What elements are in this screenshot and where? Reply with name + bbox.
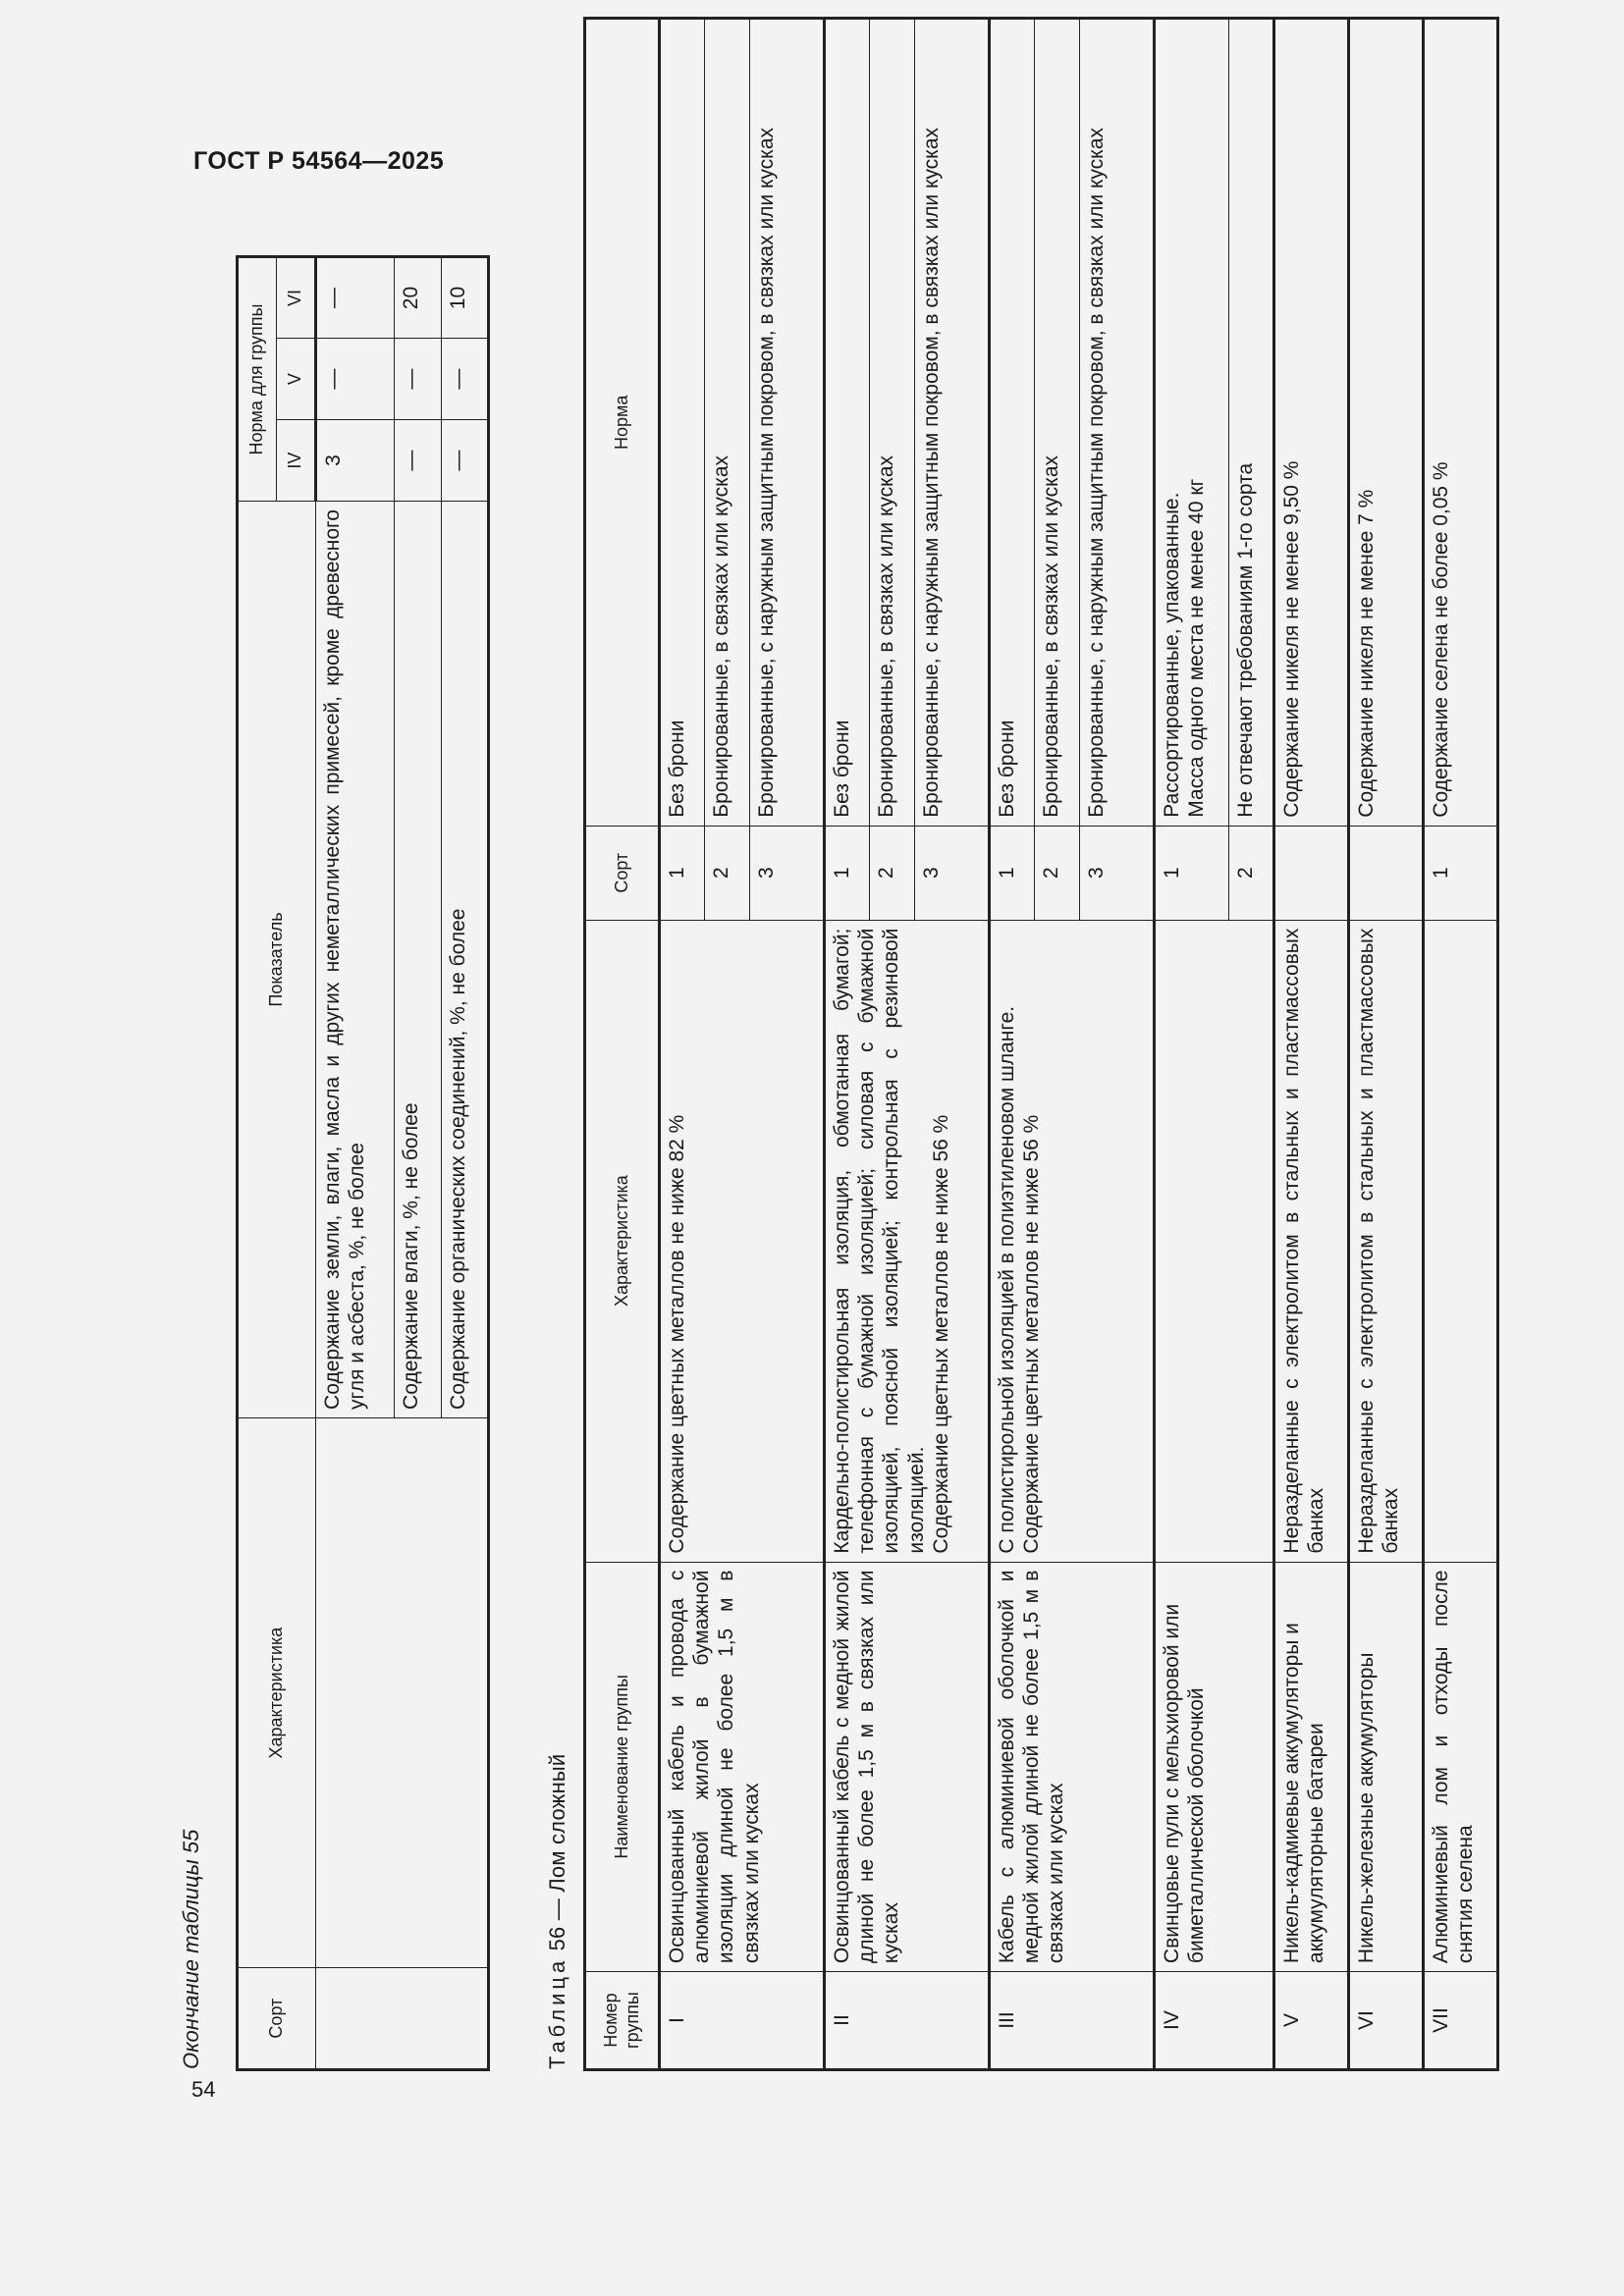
group-III-norm-3: Бронированные, с наружным защитным покровом, в связках или кусках <box>1080 19 1155 827</box>
rotated-content <box>177 0 1478 2071</box>
group-VI-norm: Содержание никеля не менее 7 % <box>1349 19 1424 827</box>
t55-characteristic-cell <box>316 1417 489 1967</box>
t55-row1-vi: — <box>316 257 395 339</box>
group-III-norm-1: Без брони <box>990 19 1035 827</box>
table56-caption-title: 56 — Лом сложный <box>545 1753 569 1951</box>
th-norm-group: Норма для группы <box>238 257 277 502</box>
group-V-norm: Содержание никеля не менее 9,50 % <box>1274 19 1349 827</box>
t55-row1-indicator: Содержание земли, влаги, масла и других неметаллических примесей, кроме древесного угля и асбеста, %, не более <box>316 502 395 1418</box>
group-VI-name: Никель-железные аккумуляторы <box>1349 1562 1424 1972</box>
t55-row2-vi: 20 <box>395 257 442 339</box>
group-V-characteristic: Неразделанные с электролитом в стальных и пластмассовых банках <box>1274 920 1349 1562</box>
group-I-sort-2: 2 <box>705 826 750 920</box>
group-III-characteristic <box>990 920 1155 1562</box>
group-III-sort-3: 3 <box>1080 826 1155 920</box>
th-sort: Сорт <box>238 1968 316 2070</box>
group-VII-sort: 1 <box>1424 826 1498 920</box>
group-II-number: II <box>825 1972 990 2070</box>
group-III-characteristic-text: С полистирольной изоляцией в полиэтиленовом шланге. <box>996 1005 1018 1554</box>
group-II-characteristic-text: Кардельно-полистирольная изоляция, обмотанная бумагой; телефонная с бумажной изоляцией; силовая с бумажной изоляцией, поясной изоляцией; контрольная с резиновой изоляцией. <box>831 928 928 1554</box>
group-V-sort <box>1274 826 1349 920</box>
t55-row3-indicator: Содержание органических соединений, %, не более <box>442 502 489 1418</box>
t55-row2-indicator: Содержание влаги, %, не более <box>395 502 442 1418</box>
group-III-norm-2: Бронированные, в связках или кусках <box>1035 19 1080 827</box>
group-I-norm-2: Бронированные, в связках или кусках <box>705 19 750 827</box>
group-II-characteristic <box>825 920 990 1562</box>
group-VII-characteristic <box>1424 920 1498 1562</box>
table55-caption: Окончание таблицы 55 <box>179 1829 203 2069</box>
group-VII-name: Алюминиевый лом и отходы после снятия селена <box>1424 1562 1498 1972</box>
group-VI-characteristic: Неразделанные с электролитом в стальных и пластмассовых банках <box>1349 920 1424 1562</box>
group-III-sort-1: 1 <box>990 826 1035 920</box>
group-I-norm-1: Без брони <box>660 19 705 827</box>
group-VI-sort <box>1349 826 1424 920</box>
group-IV-norm-1 <box>1155 19 1229 827</box>
document-header: ГОСТ Р 54564—2025 <box>193 147 445 175</box>
t55-sort-cell <box>316 1968 489 2070</box>
group-IV-norm-1-line2: Масса одного места не менее 40 кг <box>1185 478 1209 818</box>
th-characteristic: Характеристика <box>238 1417 316 1967</box>
t55-row1-v: — <box>316 339 395 420</box>
th-group-number: Номер группы <box>585 1972 660 2070</box>
group-II-sort-1: 1 <box>825 826 870 920</box>
t55-row2-iv: — <box>395 420 442 502</box>
group-IV-characteristic <box>1155 920 1274 1562</box>
group-III-number: III <box>990 1972 1155 2070</box>
t55-row3-v: — <box>442 339 489 420</box>
group-I-norm-3: Бронированные, с наружным защитным покровом, в связках или кусках <box>750 19 825 827</box>
table56-caption-word: Таблица <box>545 1956 569 2069</box>
group-IV-norm-1-line1: Рассортированные, упакованные. <box>1161 492 1183 818</box>
th-v: V <box>277 339 316 420</box>
group-II-sort-3: 3 <box>915 826 990 920</box>
table55-continuation <box>236 255 490 2071</box>
group-V-name: Никель-кадмиевые аккумуляторы и аккумуляторные батареи <box>1274 1562 1349 1972</box>
t55-row2-v: — <box>395 339 442 420</box>
group-II-name: Освинцованный кабель с медной жилой длиной не более 1,5 м в связках или кусках <box>825 1562 990 1972</box>
t55-row3-vi: 10 <box>442 257 489 339</box>
group-VII-number: VII <box>1424 1972 1498 2070</box>
group-I-number: I <box>660 1972 825 2070</box>
group-II-norm-1: Без брони <box>825 19 870 827</box>
th-vi: VI <box>277 257 316 339</box>
group-IV-norm-2: Не отвечают требованиям 1-го сорта <box>1229 19 1274 827</box>
th-norm: Норма <box>585 19 660 827</box>
group-IV-number: IV <box>1155 1972 1274 2070</box>
th-sort: Сорт <box>585 826 660 920</box>
group-V-number: V <box>1274 1972 1349 2070</box>
group-I-name: Освинцованный кабель и провода с алюминиевой жилой в бумажной изоляции длиной не более 1,5 м в связках или кусках <box>660 1562 825 1972</box>
t55-row1-iv: 3 <box>316 420 395 502</box>
th-iv: IV <box>277 420 316 502</box>
group-VI-number: VI <box>1349 1972 1424 2070</box>
th-group-name: Наименование группы <box>585 1562 660 1972</box>
group-I-characteristic: Содержание цветных металлов не ниже 82 % <box>660 920 825 1562</box>
group-IV-name: Свинцовые пули с мельхиоровой или биметаллической оболочкой <box>1155 1562 1274 1972</box>
group-I-sort-1: 1 <box>660 826 705 920</box>
group-III-name: Кабель с алюминиевой оболочкой и медной жилой длиной не более 1,5 м в связках или кусках <box>990 1562 1155 1972</box>
group-II-sort-2: 2 <box>870 826 915 920</box>
group-II-norm-2: Бронированные, в связках или кусках <box>870 19 915 827</box>
page-number: 54 <box>191 2077 216 2102</box>
t55-row3-iv: — <box>442 420 489 502</box>
group-VII-norm: Содержание селена не более 0,05 % <box>1424 19 1498 827</box>
table56-caption <box>545 1754 570 2069</box>
group-III-sort-2: 2 <box>1035 826 1080 920</box>
group-II-characteristic-content: Содержание цветных металлов не ниже 56 % <box>929 1114 952 1554</box>
th-indicator: Показатель <box>238 502 316 1418</box>
th-characteristic: Характеристика <box>585 920 660 1562</box>
group-IV-sort-2: 2 <box>1229 826 1274 920</box>
table56 <box>583 17 1499 2071</box>
group-I-sort-3: 3 <box>750 826 825 920</box>
group-II-norm-3: Бронированные, с наружным защитным покровом, в связках или кусках <box>915 19 990 827</box>
group-IV-sort-1: 1 <box>1155 826 1229 920</box>
group-III-characteristic-content: Содержание цветных металлов не ниже 56 % <box>1020 1114 1044 1554</box>
